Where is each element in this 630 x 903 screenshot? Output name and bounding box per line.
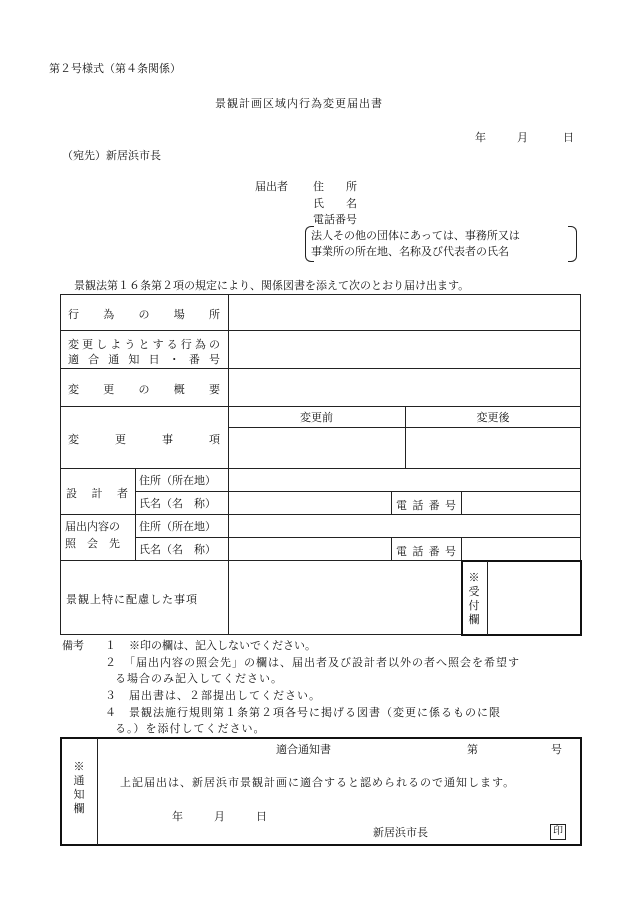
applicant-phone-label: 電話番号 <box>313 213 357 226</box>
date-year: 年 <box>475 131 486 144</box>
note-bracket-right <box>568 226 577 262</box>
note1-number: １ <box>105 639 116 652</box>
addressee: （宛先）新居浜市長 <box>62 149 161 162</box>
designer-phone-label: 電 話 番 号 <box>396 499 456 512</box>
note2-number: ２ <box>105 656 116 669</box>
row-location-label: 行 為 の 場 所 <box>68 308 220 321</box>
note4-text-a: 景観法施行規則第１条第２項各号に掲げる図書（変更に係るものに限 <box>129 706 501 719</box>
contact-phone-label: 電 話 番 号 <box>396 545 456 558</box>
notice-mayor: 新居浜市長 <box>373 826 428 839</box>
note3-number: ３ <box>105 689 116 702</box>
applicant-name-label: 氏 名 <box>313 197 357 210</box>
designer-name-label: 氏名（名 称） <box>139 497 216 510</box>
applicant-label: 届出者 <box>255 180 288 193</box>
designer-address-label: 住所（所在地） <box>139 474 216 487</box>
document-title: 景観計画区域内行為変更届出書 <box>215 97 383 110</box>
note3-text: 届出書は、２部提出してください。 <box>129 689 321 702</box>
date-day: 日 <box>563 131 574 144</box>
contact-label2: 照 会 先 <box>65 537 120 550</box>
note4-text-b: る。）を添付してください。 <box>115 722 266 735</box>
note2-text-b: る場合のみ記入してください。 <box>115 672 283 685</box>
notice-year: 年 <box>172 810 183 823</box>
considerations-label: 景観上特に配慮した事項 <box>66 593 198 606</box>
row-items-label: 変 更 事 項 <box>68 433 220 446</box>
reception-label: ※受付欄 <box>468 571 480 626</box>
contact-label1: 届出内容の <box>65 520 120 533</box>
row-notice-label2: 適 合 通 知 日 ・ 番 号 <box>68 353 220 366</box>
note2-text-a: 「届出内容の照会先」の欄は、届出者及び設計者以外の者へ照会を希望す <box>124 656 520 669</box>
notice-body: 上記届出は、新居浜市景観計画に適合すると認められるので通知します。 <box>120 776 516 789</box>
applicant-note-line2: 事業所の所在地、名称及び代表者の氏名 <box>311 245 509 258</box>
notice-day: 日 <box>256 810 267 823</box>
row-summary-label: 変 更 の 概 要 <box>68 383 220 396</box>
contact-address-label: 住所（所在地） <box>139 520 216 533</box>
notice-side-label: ※通知欄 <box>73 760 85 815</box>
note1-text: ※印の欄は、記入しないでください。 <box>129 639 316 652</box>
note4-number: ４ <box>105 706 116 719</box>
notice-number-prefix: 第 <box>467 743 478 756</box>
form-number: 第２号様式（第４条関係） <box>49 62 181 75</box>
notes-label: 備考 <box>62 639 84 652</box>
notice-number-suffix: 号 <box>551 743 562 756</box>
applicant-address-label: 住 所 <box>313 180 357 193</box>
designer-label: 設 計 者 <box>66 487 128 500</box>
row-notice-label1: 変 更 し よ う と す る 行 為 の <box>68 338 220 351</box>
seal-mark: 印 <box>550 824 566 840</box>
intro-text: 景観法第１６条第２項の規定により、関係図書を添えて次のとおり届け出ます。 <box>74 279 470 292</box>
before-header: 変更前 <box>300 411 333 424</box>
after-header: 変更後 <box>476 411 510 424</box>
notice-title: 適合通知書 <box>276 743 331 756</box>
notice-month: 月 <box>214 810 225 823</box>
contact-name-label: 氏名（名 称） <box>139 543 216 556</box>
applicant-note-line1: 法人その他の団体にあっては、事務所又は <box>311 229 520 242</box>
date-month: 月 <box>517 131 528 144</box>
